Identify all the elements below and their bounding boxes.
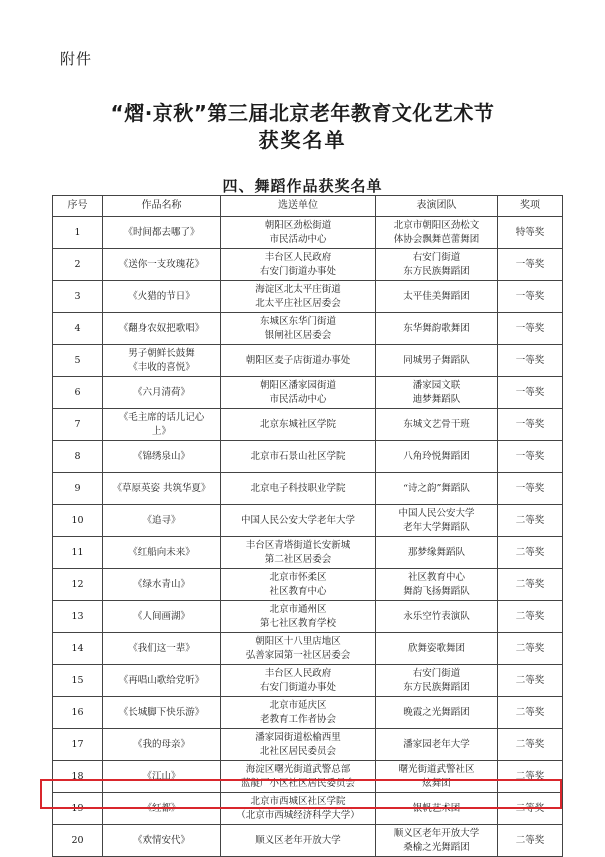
cell-award: 二等奖 — [498, 569, 563, 601]
cell-work: 《绿水青山》 — [103, 569, 221, 601]
cell-unit: 北京市通州区 第七社区教育学校 — [221, 601, 376, 633]
table-row — [53, 537, 563, 569]
cell-award: 二等奖 — [498, 665, 563, 697]
cell-team: “诗之韵”舞蹈队 — [376, 473, 498, 505]
cell-unit: 海淀区北太平庄街道 北太平庄社区居委会 — [221, 281, 376, 313]
cell-team: 太平佳美舞蹈团 — [376, 281, 498, 313]
cell-no: 17 — [53, 729, 103, 761]
header-work: 作品名称 — [103, 196, 221, 217]
cell-team: 潘家园文联 迪梦舞蹈队 — [376, 377, 498, 409]
table-row — [53, 345, 563, 377]
section-title: 四、舞蹈作品获奖名单 — [222, 177, 383, 195]
table-row — [53, 441, 563, 473]
cell-no: 3 — [53, 281, 103, 313]
cell-team: 晚霞之光舞蹈团 — [376, 697, 498, 729]
cell-unit: 北京市延庆区 老教育工作者协会 — [221, 697, 376, 729]
cell-work: 《翻身农奴把歌唱》 — [103, 313, 221, 345]
awards-table — [52, 195, 563, 857]
cell-team: 潘家园老年大学 — [376, 729, 498, 761]
table-row — [53, 217, 563, 249]
cell-team: 中国人民公安大学 老年大学舞蹈队 — [376, 505, 498, 537]
cell-unit: 北京东城社区学院 — [221, 409, 376, 441]
cell-award: 二等奖 — [498, 505, 563, 537]
cell-unit: 朝阳区劲松街道 市民活动中心 — [221, 217, 376, 249]
table-row — [53, 569, 563, 601]
cell-no: 6 — [53, 377, 103, 409]
cell-work: 《锦绣泉山》 — [103, 441, 221, 473]
cell-team: 同城男子舞蹈队 — [376, 345, 498, 377]
cell-no: 15 — [53, 665, 103, 697]
cell-unit: 中国人民公安大学老年大学 — [221, 505, 376, 537]
cell-team: 右安门街道 东方民族舞蹈团 — [376, 665, 498, 697]
cell-no: 1 — [53, 217, 103, 249]
cell-unit: 北京市西城区社区学院 （北京市西城经济科学大学） — [221, 793, 376, 825]
header-unit: 选送单位 — [221, 196, 376, 217]
table-row — [53, 281, 563, 313]
cell-work: 《人间画湖》 — [103, 601, 221, 633]
cell-work: 《红船向未来》 — [103, 537, 221, 569]
cell-no: 8 — [53, 441, 103, 473]
cell-team: 曙光街道武警社区 炫舞团 — [376, 761, 498, 793]
cell-work: 《毛主席的话儿记心 上》 — [103, 409, 221, 441]
table-header-row — [53, 196, 563, 217]
header-award: 奖项 — [498, 196, 563, 217]
table-row — [53, 729, 563, 761]
cell-no: 7 — [53, 409, 103, 441]
table-row — [53, 409, 563, 441]
table-row — [53, 313, 563, 345]
cell-unit: 朝阳区潘家园街道 市民活动中心 — [221, 377, 376, 409]
cell-team: 永乐空竹表演队 — [376, 601, 498, 633]
cell-award: 一等奖 — [498, 377, 563, 409]
cell-unit: 北京电子科技职业学院 — [221, 473, 376, 505]
cell-work: 《追寻》 — [103, 505, 221, 537]
cell-work: 《红都》 — [103, 793, 221, 825]
cell-award: 一等奖 — [498, 249, 563, 281]
cell-no: 12 — [53, 569, 103, 601]
cell-team: 欣舞姿歌舞团 — [376, 633, 498, 665]
cell-team: 社区教育中心 舞韵飞扬舞蹈队 — [376, 569, 498, 601]
table-row — [53, 825, 563, 857]
cell-team: 右安门街道 东方民族舞蹈团 — [376, 249, 498, 281]
cell-award: 一等奖 — [498, 345, 563, 377]
table-row — [53, 377, 563, 409]
table-row — [53, 697, 563, 729]
cell-unit: 丰台区青塔街道长安新城 第二社区居委会 — [221, 537, 376, 569]
cell-award: 特等奖 — [498, 217, 563, 249]
cell-no: 16 — [53, 697, 103, 729]
cell-award: 一等奖 — [498, 473, 563, 505]
cell-no: 5 — [53, 345, 103, 377]
table-row — [53, 633, 563, 665]
cell-award: 一等奖 — [498, 409, 563, 441]
cell-award: 二等奖 — [498, 793, 563, 825]
cell-unit: 海淀区曙光街道武警总部 蓝靛厂小区社区居民委员会 — [221, 761, 376, 793]
cell-unit: 顺义区老年开放大学 — [221, 825, 376, 857]
cell-work: 男子朝鲜长鼓舞 《丰收的喜悦》 — [103, 345, 221, 377]
cell-team: 东城文艺骨干班 — [376, 409, 498, 441]
cell-team: 东华舞韵歌舞团 — [376, 313, 498, 345]
cell-award: 二等奖 — [498, 825, 563, 857]
cell-award: 一等奖 — [498, 313, 563, 345]
cell-award: 二等奖 — [498, 729, 563, 761]
cell-award: 二等奖 — [498, 633, 563, 665]
cell-award: 二等奖 — [498, 761, 563, 793]
cell-award: 一等奖 — [498, 441, 563, 473]
table-row — [53, 249, 563, 281]
attachment-label: 附件 — [60, 50, 93, 68]
cell-team: 北京市朝阳区劲松文 体协会飘舞芭蕾舞团 — [376, 217, 498, 249]
cell-team: 那梦缘舞蹈队 — [376, 537, 498, 569]
header-no: 序号 — [53, 196, 103, 217]
cell-work: 《欢情安代》 — [103, 825, 221, 857]
document-subtitle: 获奖名单 — [258, 128, 347, 152]
cell-no: 19 — [53, 793, 103, 825]
table-row — [53, 665, 563, 697]
table-row — [53, 473, 563, 505]
cell-work: 《长城脚下快乐游》 — [103, 697, 221, 729]
highlight-box — [40, 779, 562, 809]
cell-unit: 丰台区人民政府 右安门街道办事处 — [221, 249, 376, 281]
cell-award: 一等奖 — [498, 281, 563, 313]
header-team: 表演团队 — [376, 196, 498, 217]
table-row — [53, 601, 563, 633]
cell-no: 9 — [53, 473, 103, 505]
cell-award: 二等奖 — [498, 537, 563, 569]
cell-no: 14 — [53, 633, 103, 665]
cell-no: 20 — [53, 825, 103, 857]
cell-award: 二等奖 — [498, 697, 563, 729]
cell-unit: 丰台区人民政府 右安门街道办事处 — [221, 665, 376, 697]
cell-work: 《再唱山歌给党听》 — [103, 665, 221, 697]
cell-no: 11 — [53, 537, 103, 569]
cell-team: 八角玲悦舞蹈团 — [376, 441, 498, 473]
cell-unit: 北京市石景山社区学院 — [221, 441, 376, 473]
cell-unit: 北京市怀柔区 社区教育中心 — [221, 569, 376, 601]
cell-work: 《送你一支玫瑰花》 — [103, 249, 221, 281]
cell-no: 18 — [53, 761, 103, 793]
cell-award: 二等奖 — [498, 601, 563, 633]
cell-unit: 朝阳区麦子店街道办事处 — [221, 345, 376, 377]
cell-unit: 东城区东华门街道 银闸社区居委会 — [221, 313, 376, 345]
cell-no: 13 — [53, 601, 103, 633]
cell-work: 《草原英姿 共筑华夏》 — [103, 473, 221, 505]
cell-unit: 朝阳区十八里店地区 弘善家园第一社区居委会 — [221, 633, 376, 665]
cell-no: 10 — [53, 505, 103, 537]
cell-unit: 潘家园街道松榆西里 北社区居民委员会 — [221, 729, 376, 761]
cell-work: 《江山》 — [103, 761, 221, 793]
table-row — [53, 505, 563, 537]
cell-no: 2 — [53, 249, 103, 281]
cell-work: 《六月清荷》 — [103, 377, 221, 409]
cell-team: 顺义区老年开放大学 桑榆之光舞蹈团 — [376, 825, 498, 857]
cell-team: 银帆艺术团 — [376, 793, 498, 825]
cell-work: 《我的母亲》 — [103, 729, 221, 761]
cell-no: 4 — [53, 313, 103, 345]
cell-work: 《时间都去哪了》 — [103, 217, 221, 249]
cell-work: 《我们这一辈》 — [103, 633, 221, 665]
cell-work: 《火猎的节日》 — [103, 281, 221, 313]
document-title: “熠·京秋”第三届北京老年教育文化艺术节 — [110, 101, 495, 125]
